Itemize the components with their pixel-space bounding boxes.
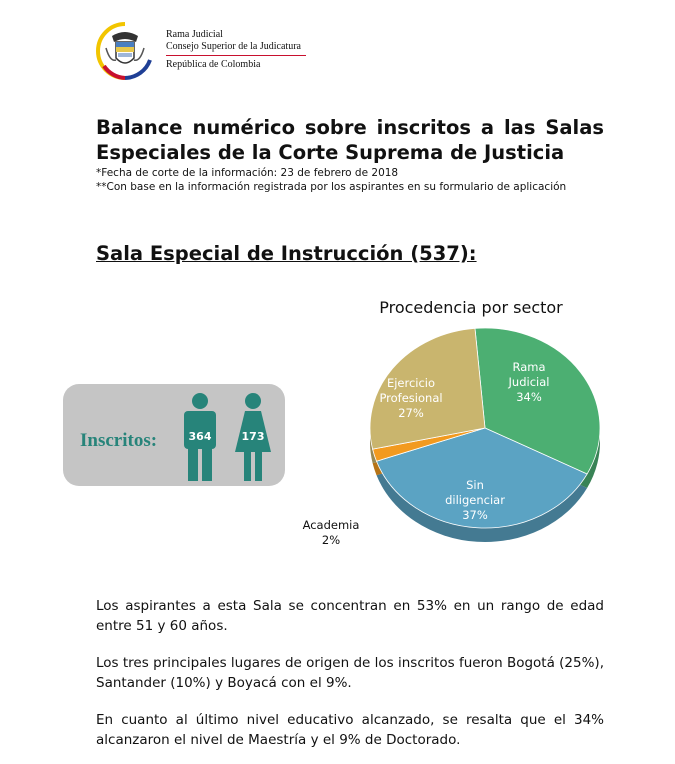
header-rama-judicial: Rama Judicial — [166, 29, 223, 40]
pie-label-value: 37% — [462, 508, 488, 522]
pie-label-name: Rama Judicial — [508, 360, 550, 389]
female-count: 173 — [241, 430, 265, 443]
pie-chart — [340, 318, 630, 578]
page-title: Balance numérico sobre inscritos a las Salas Especiales de la Corte Suprema de Justicia — [96, 116, 604, 164]
pie-label-rama-judicial — [484, 360, 574, 405]
note-data-basis: **Con base en la información registrada por los aspirantes en su formulario de aplicación — [96, 181, 567, 193]
paragraph-age: Los aspirantes a esta Sala se concentran en 53% en un rango de edad entre 51 y 60 años. — [96, 598, 604, 634]
section-title: Sala Especial de Instrucción (537): — [96, 242, 477, 265]
note-cutoff-date: *Fecha de corte de la información: 23 de febrero de 2018 — [96, 167, 399, 179]
pie-label-name: Ejercicio Profesional — [379, 376, 443, 405]
pie-label-name: Sin diligenciar — [445, 478, 505, 507]
paragraph-origin: Los tres principales lugares de origen de los inscritos fueron Bogotá (25%), Santander (10%) y Boyacá con el 9%. — [96, 655, 604, 691]
header-consejo: Consejo Superior de la Judicatura — [166, 41, 301, 52]
header-republica: República de Colombia — [166, 59, 261, 70]
pie-label-value: 34% — [516, 390, 542, 404]
pie-label-ejercicio-profesional — [366, 376, 456, 421]
pie-label-name: Academia — [302, 518, 360, 532]
pie-label-sin-diligenciar — [430, 478, 520, 523]
paragraph-education: En cuanto al último nivel educativo alcanzado, se resalta que el 34% alcanzaron el nivel de Maestría y el 9% de Doctorado. — [96, 712, 604, 748]
pie-label-value: 2% — [321, 533, 341, 547]
header-divider — [166, 55, 306, 56]
pie-label-value: 27% — [398, 406, 424, 420]
inscritos-label: Inscritos: — [80, 430, 158, 451]
coat-of-arms-logo — [96, 22, 154, 80]
chart-title: Procedencia por sector — [379, 298, 563, 317]
pie-label-academia — [296, 518, 366, 548]
male-count: 364 — [188, 430, 212, 443]
